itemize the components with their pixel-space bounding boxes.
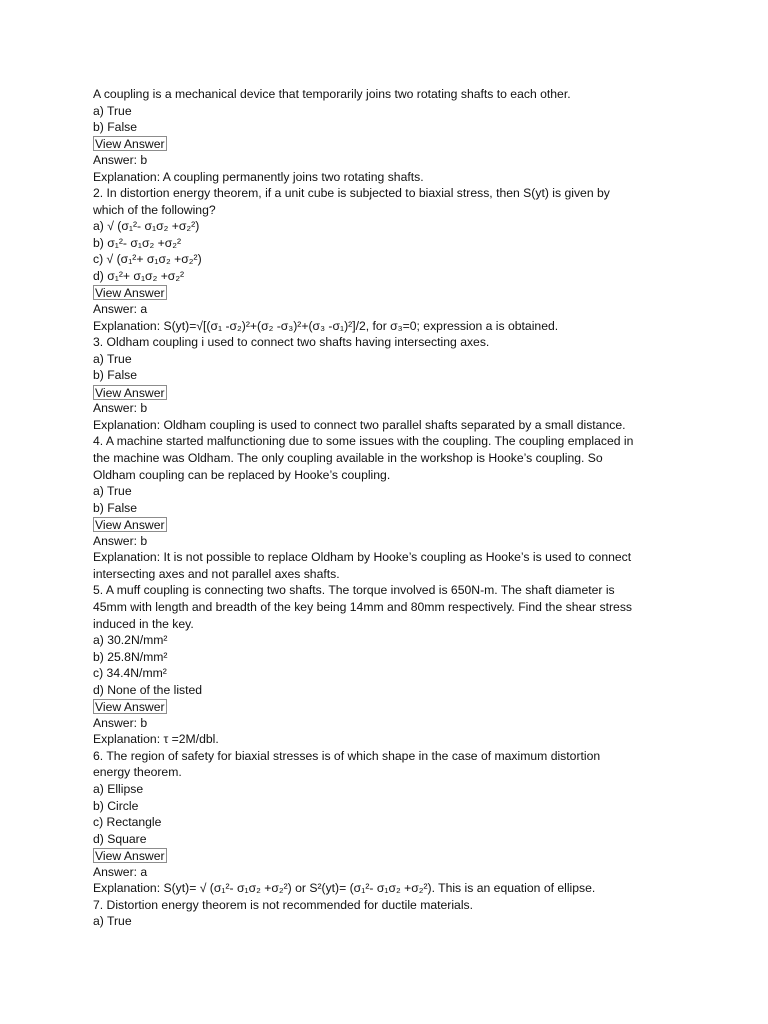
q2-view-answer-button[interactable]: View Answer bbox=[95, 286, 165, 301]
q7-question: 7. Distortion energy theorem is not recommended for ductile materials. bbox=[93, 897, 474, 912]
q2-option-d: d) σ₁²+ σ₁σ₂ +σ₂² bbox=[93, 269, 185, 284]
q4-question-line2: the machine was Oldham. The only coupling available in the workshop is Hooke’s coupling. So bbox=[93, 451, 603, 466]
q5-explanation: Explanation: τ =2M/dbl. bbox=[93, 732, 219, 747]
q5-answer: Answer: b bbox=[93, 715, 148, 730]
q6-option-a: a) Ellipse bbox=[93, 781, 144, 796]
q6-question-line1: 6. The region of safety for biaxial stresses is of which shape in the case of maximum distortion bbox=[93, 748, 601, 763]
q5-option-a: a) 30.2N/mm² bbox=[93, 633, 168, 648]
q2-option-b: b) σ₁²- σ₁σ₂ +σ₂² bbox=[93, 235, 182, 250]
q1-view-answer-button[interactable]: View Answer bbox=[95, 137, 165, 152]
q4-explanation-line2: intersecting axes and not parallel axes shafts. bbox=[93, 566, 340, 581]
q6-question-line2: energy theorem. bbox=[93, 765, 182, 780]
q5-option-d: d) None of the listed bbox=[93, 682, 203, 697]
q5-question-line3: induced in the key. bbox=[93, 616, 194, 631]
q4-question-line3: Oldham coupling can be replaced by Hooke’s coupling. bbox=[93, 467, 391, 482]
q5-question-line1: 5. A muff coupling is connecting two shafts. The torque involved is 650N-m. The shaft diameter is bbox=[93, 583, 615, 598]
q1-explanation: Explanation: A coupling permanently joins two rotating shafts. bbox=[93, 169, 424, 184]
q2-option-a: a) √ (σ₁²- σ₁σ₂ +σ₂²) bbox=[93, 219, 200, 234]
q7-option-a: a) True bbox=[93, 914, 132, 929]
q2-question-line1: 2. In distortion energy theorem, if a unit cube is subjected to biaxial stress, then S(yt) is given by bbox=[93, 186, 610, 201]
q3-question: 3. Oldham coupling i used to connect two shafts having intersecting axes. bbox=[93, 335, 490, 350]
q6-explanation: Explanation: S(yt)= √ (σ₁²- σ₁σ₂ +σ₂²) or S²(yt)= (σ₁²- σ₁σ₂ +σ₂²). This is an equation of ellipse. bbox=[93, 881, 596, 896]
q5-view-answer-button[interactable]: View Answer bbox=[95, 700, 165, 714]
q4-explanation-line1: Explanation: It is not possible to replace Oldham by Hooke’s coupling as Hooke’s is used to connect bbox=[93, 550, 632, 565]
q6-option-c: c) Rectangle bbox=[93, 815, 162, 830]
q4-question-line1: 4. A machine started malfunctioning due to some issues with the coupling. The coupling emplaced in bbox=[93, 434, 634, 449]
q3-option-b: b) False bbox=[93, 368, 138, 383]
q1-answer: Answer: b bbox=[93, 153, 148, 168]
q3-explanation: Explanation: Oldham coupling is used to connect two parallel shafts separated by a small distance. bbox=[93, 417, 626, 432]
q4-option-a: a) True bbox=[93, 484, 132, 499]
q4-answer: Answer: b bbox=[93, 533, 148, 548]
q2-option-c: c) √ (σ₁²+ σ₁σ₂ +σ₂²) bbox=[93, 252, 202, 267]
q3-view-answer-button[interactable]: View Answer bbox=[95, 385, 165, 400]
q5-question-line2: 45mm with length and breadth of the key being 14mm and 80mm respectively. Find the shear stress bbox=[93, 599, 633, 614]
q3-answer: Answer: b bbox=[93, 401, 148, 416]
q4-option-b: b) False bbox=[93, 500, 138, 515]
q2-question-line2: which of the following? bbox=[93, 202, 216, 217]
q4-view-answer-button[interactable]: View Answer bbox=[95, 517, 165, 532]
q6-option-d: d) Square bbox=[93, 831, 147, 846]
q2-explanation: Explanation: S(yt)=√[(σ₁ -σ₂)²+(σ₂ -σ₃)²+(σ₃ -σ₁)²]/2, for σ₃=0; expression a is obtained. bbox=[93, 318, 559, 333]
q1-option-a: a) True bbox=[93, 103, 132, 118]
q3-option-a: a) True bbox=[93, 351, 132, 366]
q2-answer: Answer: a bbox=[93, 302, 148, 317]
q6-option-b: b) Circle bbox=[93, 798, 139, 813]
q1-option-b: b) False bbox=[93, 120, 138, 135]
q5-option-c: c) 34.4N/mm² bbox=[93, 666, 167, 681]
q5-option-b: b) 25.8N/mm² bbox=[93, 649, 168, 664]
q1-question: A coupling is a mechanical device that temporarily joins two rotating shafts to each other. bbox=[93, 87, 571, 101]
q6-view-answer-button[interactable]: View Answer bbox=[95, 848, 165, 863]
quiz-document bbox=[93, 86, 693, 930]
q6-answer: Answer: a bbox=[93, 864, 148, 879]
